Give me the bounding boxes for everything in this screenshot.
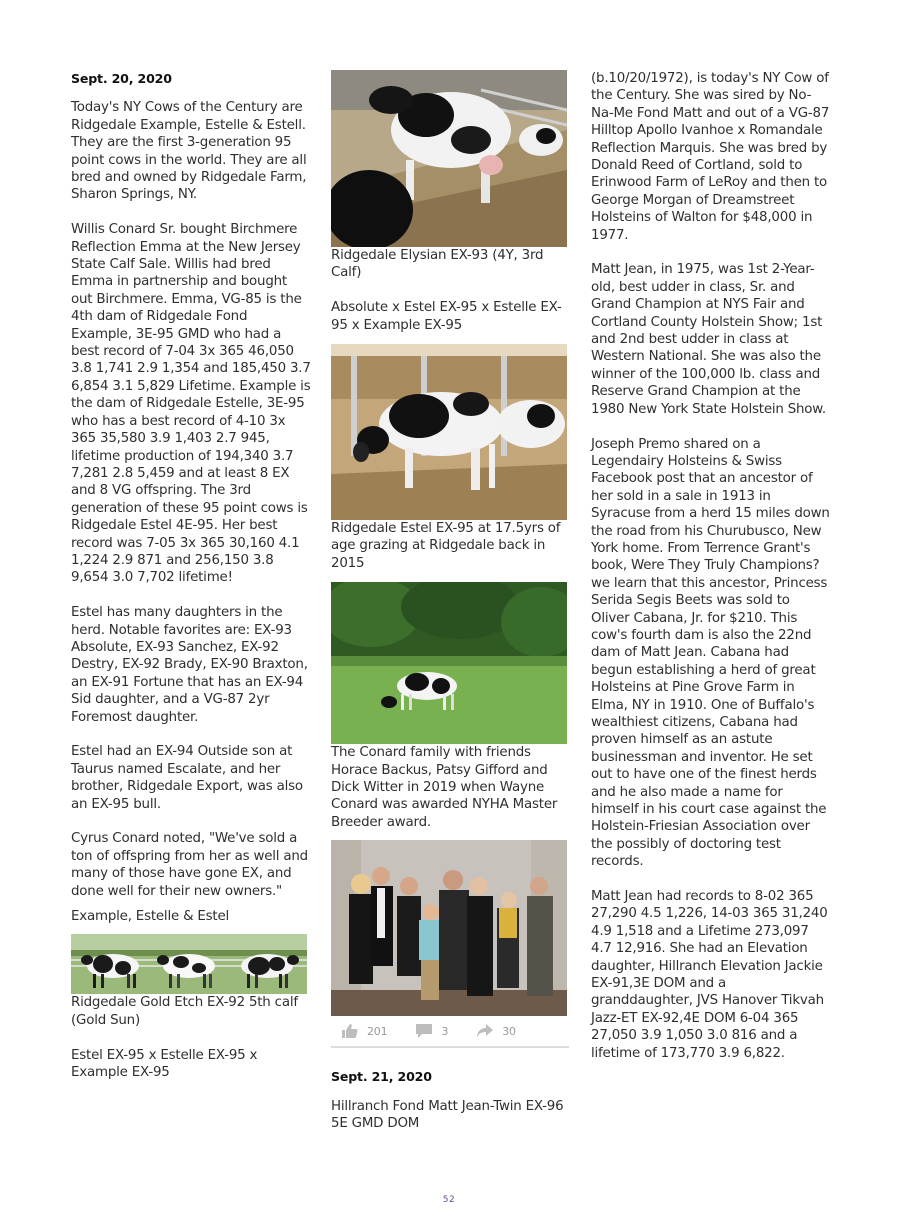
paragraph: Matt Jean, in 1975, was 1st 2-Year-old, best udder in class, Sr. and Grand Champion at NYS Fair and Cortland County Holstein Show; 1st and 2nd best udder in class at Western National. She was also the winner of the 100,000 lb. class and Reserve Grand Champion at the 1980 New York State Holstein Show. xyxy=(591,262,826,417)
paragraph: Estel has many daughters in the herd. Notable favorites are: EX-93 Absolute, EX-93 Sanchez, EX-92 Destry, EX-92 Brady, EX-90 Braxton, an EX-91 Fortune that has an EX-94 Sid daughter, and a VG-87 2yr Foremost daughter. xyxy=(71,605,308,725)
paragraph: Willis Conard Sr. bought Birchmere Reflection Emma at the New Jersey State Calf Sale. Willis had bred Emma in partnership and bought out Birchmere. Emma, VG-85 is the 4th dam of Ridgedale Fond Example, 3E-95 GMD who had a best record of 7-04 3x 365 46,050 3.8 1,741 2.9 1,354 and 185,450 3.7 6,854 3.1 5,829 Lifetime. Example is the dam of Ridgedale Estelle, 3E-95 who has a best record of 4-10 3x 365 35,580 3.9 1,403 2.7 945, lifetime production of 194,340 3.7 7,281 2.8 5,459 and at least 8 EX and 8 VG offspring. The 3rd generation of these 95 point cows is Ridgedale Estel 4E-95. Her best record was 7-05 3x 365 30,160 4.1 1,224 2.9 871 and 256,150 3.8 9,654 3.0 7,702 lifetime! xyxy=(71,222,311,586)
conard-family-photo xyxy=(331,840,567,1016)
paragraph: (b.10/20/1972), is today's NY Cow of the Century. She was sired by No-Na-Me Fond Matt and out of a VG-87 Hilltop Apollo Ivanhoe x Romandale Reflection Marquis. She was bred by Donald Reed of Cortland, sold to Erinwood Farm of LeRoy and then to George Morgan of Dreamstreet Holsteins of Walton for $48,000 in 1977. xyxy=(591,71,830,243)
comment-icon xyxy=(415,1023,433,1039)
barn-cow-photo xyxy=(331,70,567,247)
paragraph: Joseph Premo shared on a Legendairy Holsteins & Swiss Facebook post that an ancestor of her sold in a sale in 1913 in Syracuse from a herd 15 miles down the road from his Churubusco, New York home. From Terrence Grant's book, Were They Truly Champions? we learn that this ancestor, Princess Serida Segis Beets was sold to Oliver Cabana, Jr. for $210. This cow's fourth dam is also the 22nd dam of Matt Jean. Cabana had begun establishing a herd of great Holsteins at Pine Grove Farm in Elma, NY in 1910. One of Buffalo's wealthiest citizens, Cabana had proven himself as an astute businessman and inventor. He set out to have one of the finest herds and he also made a name for himself in his court case against the Holstein-Friesian Association over the possibly of doctoring test records. xyxy=(591,436,830,870)
photo-caption: Ridgedale Estel EX-95 at 17.5yrs of age grazing at Ridgedale back in 2015 xyxy=(331,521,561,571)
paragraph: Hillranch Fond Matt Jean-Twin EX-96 5E GMD DOM xyxy=(331,1098,564,1132)
share-icon xyxy=(476,1023,494,1039)
photo-caption: The Conard family with friends Horace Backus, Patsy Gifford and Dick Witter in 2019 when Wayne Conard was awarded NYHA Master Breeder award. xyxy=(331,745,558,830)
share-count: 30 xyxy=(502,1024,516,1038)
share-group[interactable] xyxy=(476,1023,516,1040)
article-date: Sept. 20, 2020 xyxy=(71,71,172,86)
photo-caption: Estel EX-95 x Estelle EX-95 x Example EX-95 xyxy=(71,1047,258,1081)
comment-group[interactable] xyxy=(415,1023,448,1040)
thumbs-up-icon xyxy=(341,1023,359,1039)
paragraph: Today's NY Cows of the Century are Ridgedale Example, Estelle & Estell. They are the first 3-generation 95 point cows in the world. They are all bred and owned by Ridgedale Farm, Sharon Springs, NY. xyxy=(71,100,307,203)
pasture-cow-photo xyxy=(331,582,567,744)
photo-caption: Ridgedale Elysian EX-93 (4Y, 3rd Calf) xyxy=(331,248,544,281)
photo-caption: Absolute x Estel EX-95 x Estelle EX-95 x Example EX-95 xyxy=(331,300,562,333)
barn-cow-eating-photo xyxy=(331,344,567,520)
paragraph: Cyrus Conard noted, "We've sold a ton of offspring from her as well and many of those have gone EX, and done well for their new owners." xyxy=(71,831,308,899)
like-group[interactable] xyxy=(341,1023,387,1040)
three-cows-photo xyxy=(71,934,307,994)
comment-count: 3 xyxy=(441,1024,449,1038)
paragraph: Matt Jean had records to 8-02 365 27,290 4.5 1,226, 14-03 365 31,240 4.9 1,518 and a Lifetime 273,097 4.7 12,916. She had an Elevation daughter, Hillranch Elevation Jackie EX-91,3E DOM and a granddaughter, JVS Hanover Tikvah Jazz-ET EX-92,4E DOM 6-04 365 27,050 3.9 1,050 3.0 816 and a lifetime of 173,770 3.9 6,822. xyxy=(591,889,828,1061)
photo-title: Example, Estelle & Estel xyxy=(71,909,230,925)
photo-caption: Ridgedale Gold Etch EX-92 5th calf (Gold Sun) xyxy=(71,995,298,1028)
article-column-2 xyxy=(331,70,569,1150)
page-number: 52 xyxy=(442,1195,456,1205)
article-column-3 xyxy=(591,70,831,1080)
article-date: Sept. 21, 2020 xyxy=(331,1069,432,1085)
social-bar xyxy=(331,1016,569,1048)
like-count: 201 xyxy=(367,1024,388,1038)
paragraph: Estel had an EX-94 Outside son at Taurus named Escalate, and her brother, Ridgedale Export, was also an EX-95 bull. xyxy=(71,744,303,812)
article-column-1 xyxy=(71,70,311,1099)
